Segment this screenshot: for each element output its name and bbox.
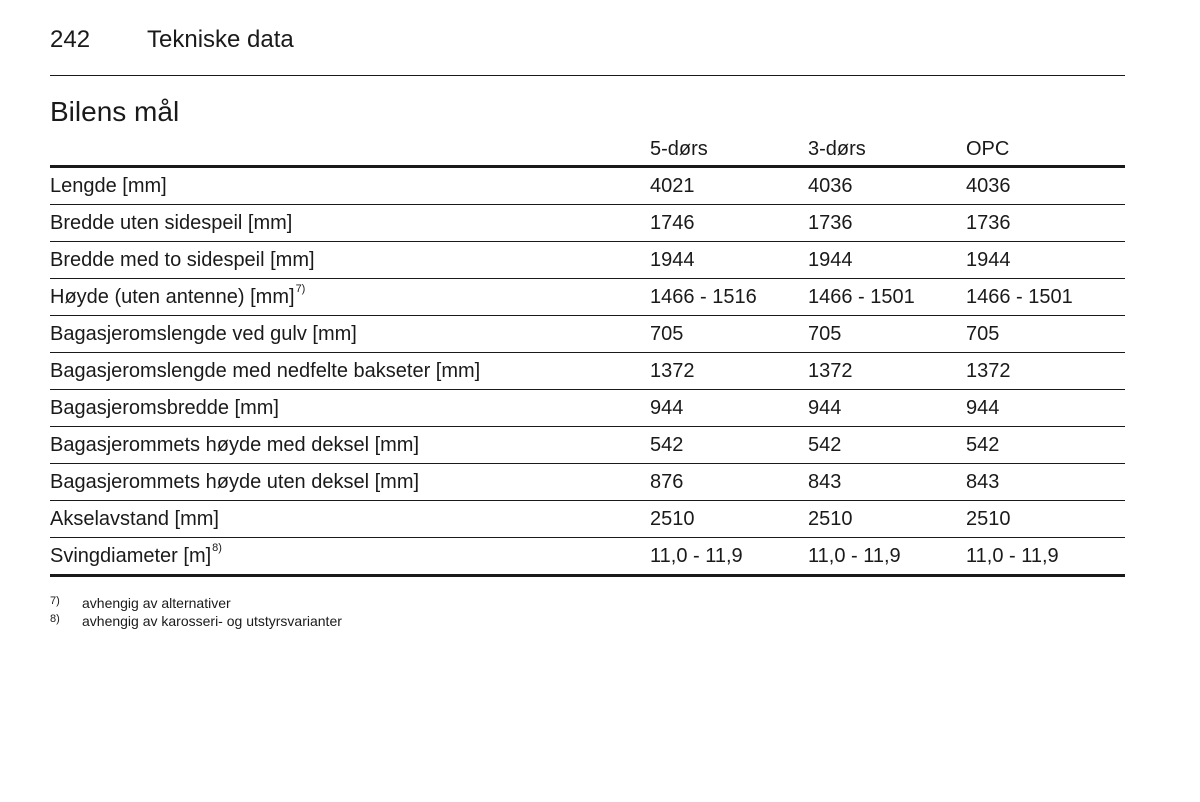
table-header-row <box>50 134 1125 167</box>
cell-3-door: 11,0 - 11,9 <box>808 538 966 576</box>
row-label <box>50 538 650 576</box>
cell-5-door: 1372 <box>650 353 808 390</box>
table-row-width-without-mirrors <box>50 205 1125 242</box>
row-label-text: Akselavstand [mm] <box>50 507 219 530</box>
row-label <box>50 427 650 464</box>
dimensions-table <box>50 134 1125 577</box>
row-label <box>50 464 650 501</box>
table-row-luggage-height-without-cover <box>50 464 1125 501</box>
cell-opc: 11,0 - 11,9 <box>966 538 1125 576</box>
cell-3-door: 1736 <box>808 205 966 242</box>
row-label <box>50 353 650 390</box>
cell-5-door: 1944 <box>650 242 808 279</box>
footnote-7 <box>50 594 650 612</box>
column-header-opc: OPC <box>966 134 1125 167</box>
cell-opc: 4036 <box>966 167 1125 205</box>
cell-5-door: 2510 <box>650 501 808 538</box>
row-label-text: Svingdiameter [m] <box>50 544 212 567</box>
cell-5-door: 1746 <box>650 205 808 242</box>
cell-3-door: 705 <box>808 316 966 353</box>
row-label <box>50 242 650 279</box>
table-row-width-with-mirrors <box>50 242 1125 279</box>
cell-opc: 2510 <box>966 501 1125 538</box>
section-title: Bilens mål <box>50 96 180 127</box>
row-label-text: Bagasjeromslengde med nedfelte bakseter [mm] <box>50 359 481 382</box>
footnote-8 <box>50 612 650 630</box>
cell-3-door: 1466 - 1501 <box>808 279 966 316</box>
cell-opc: 843 <box>966 464 1125 501</box>
cell-5-door: 876 <box>650 464 808 501</box>
table-row-height <box>50 279 1125 316</box>
cell-3-door: 2510 <box>808 501 966 538</box>
cell-3-door: 4036 <box>808 167 966 205</box>
footnote-reference: 7) <box>295 282 306 295</box>
row-label <box>50 390 650 427</box>
column-header-3-door: 3-dørs <box>808 134 966 167</box>
footnotes <box>50 594 650 630</box>
table-row-turning-diameter <box>50 538 1125 576</box>
cell-opc: 944 <box>966 390 1125 427</box>
cell-opc: 1466 - 1501 <box>966 279 1125 316</box>
cell-opc: 1372 <box>966 353 1125 390</box>
row-label-text: Bagasjeromsbredde [mm] <box>50 396 279 419</box>
row-label-text: Bredde med to sidespeil [mm] <box>50 248 315 271</box>
table-row-luggage-length-seats-folded <box>50 353 1125 390</box>
row-label-text: Bagasjerommets høyde uten deksel [mm] <box>50 470 420 493</box>
cell-3-door: 843 <box>808 464 966 501</box>
footnote-text: avhengig av alternativer <box>82 595 231 611</box>
row-label <box>50 205 650 242</box>
page-number: 242 <box>50 26 91 53</box>
cell-3-door: 1372 <box>808 353 966 390</box>
cell-opc: 1944 <box>966 242 1125 279</box>
cell-opc: 542 <box>966 427 1125 464</box>
row-label-text: Lengde [mm] <box>50 174 167 197</box>
cell-5-door: 542 <box>650 427 808 464</box>
cell-3-door: 944 <box>808 390 966 427</box>
footnote-reference: 8) <box>212 541 222 554</box>
cell-3-door: 1944 <box>808 242 966 279</box>
table-row-wheelbase <box>50 501 1125 538</box>
row-label-text: Bagasjeromslengde ved gulv [mm] <box>50 322 357 345</box>
chapter-title: Tekniske data <box>147 26 294 53</box>
footnote-marker: 8) <box>50 613 60 625</box>
page-header <box>50 24 1125 56</box>
table-row-length <box>50 167 1125 205</box>
cell-3-door: 542 <box>808 427 966 464</box>
column-header-5-door: 5-dørs <box>650 134 808 167</box>
table-row-luggage-length-floor <box>50 316 1125 353</box>
cell-5-door: 4021 <box>650 167 808 205</box>
header-divider <box>50 75 1125 76</box>
column-header-label <box>50 134 650 167</box>
cell-opc: 1736 <box>966 205 1125 242</box>
cell-5-door: 1466 - 1516 <box>650 279 808 316</box>
footnote-text: avhengig av karosseri- og utstyrsvarianter <box>82 613 342 629</box>
row-label <box>50 279 650 316</box>
row-label <box>50 501 650 538</box>
row-label <box>50 167 650 205</box>
row-label-text: Bredde uten sidespeil [mm] <box>50 211 293 234</box>
table-row-luggage-height-with-cover <box>50 427 1125 464</box>
footnote-marker: 7) <box>50 595 60 607</box>
cell-5-door: 944 <box>650 390 808 427</box>
cell-5-door: 705 <box>650 316 808 353</box>
row-label-text: Høyde (uten antenne) [mm] <box>50 285 295 308</box>
table-row-luggage-width <box>50 390 1125 427</box>
cell-5-door: 11,0 - 11,9 <box>650 538 808 576</box>
cell-opc: 705 <box>966 316 1125 353</box>
row-label-text: Bagasjerommets høyde med deksel [mm] <box>50 433 420 456</box>
row-label <box>50 316 650 353</box>
